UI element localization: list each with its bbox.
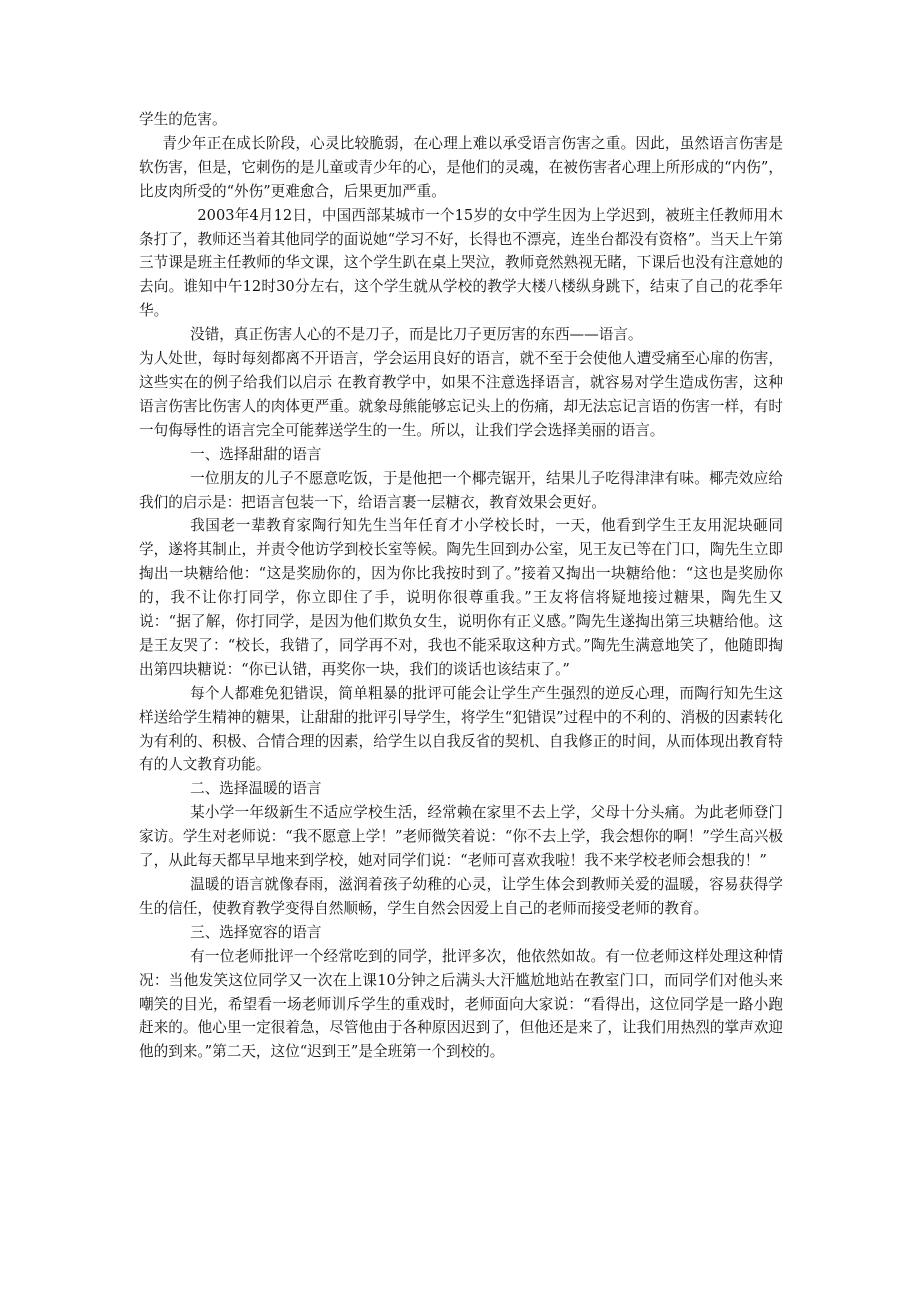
paragraph: 为人处世，每时每刻都离不开语言，学会运用良好的语言，就不至于会使他人遭受痛至心扉的伤害，这些实在的例子给我们以启示 在教育教学中，如果不注意选择语言，就容易对学生造成伤害，这种语言伤害比伤害人的肉体更严重。就象母熊能够忘记头上的伤痛，却无法忘记言语的伤害一样，有时一句侮辱性的语言完全可能葬送学生的一生。所以，让我们学会选择美丽的语言。 (139, 350, 783, 439)
paragraph: 2003年4月12日，中国西部某城市一个15岁的女中学生因为上学迟到，被班主任教师用木条打了，教师还当着其他同学的面说她“学习不好，长得也不漂亮，连坐台都没有资格”。当天上午第三节课是班主任教师的华文课，这个学生趴在桌上哭泣，教师竟然熟视无睹，下课后也没有注意她的去向。谁知中午12时30分左右，这个学生就从学校的教学大楼八楼纵身跳下，结束了自己的花季年华。 (139, 206, 783, 320)
paragraph: 我国老一辈教育家陶行知先生当年任育才小学校长时，一天，他看到学生王友用泥块砸同学，遂将其制止，并责令他访学到校长室等候。陶先生回到办公室，见王友已等在门口，陶先生立即掏出一块糖给他：“这是奖励你的，因为你比我按时到了。”接着又掏出一块糖给他：“这也是奖励你的，我不让你打同学，你立即住了手，说明你很尊重我。”王友将信将疑地接过糖果，陶先生又说：“据了解，你打同学，是因为他们欺负女生，说明你有正义感。”陶先生遂掏出第三块糖给他。这是王友哭了：“校长，我错了，同学再不对，我也不能采取这种方式。”陶先生满意地笑了，他随即掏出第四块糖说：“你已认错，再奖你一块，我们的谈话也该结束了。” (139, 517, 783, 678)
section-heading: 三、选择宽容的语言 (190, 923, 322, 941)
paragraph: 每个人都难免犯错误，简单粗暴的批评可能会让学生产生强烈的逆反心理，而陶行知先生这样送给学生精神的糖果，让甜甜的批评引导学生，将学生“犯错误”过程中的不利的、消极的因素转化为有利的、积极、合情合理的因素，给学生以自我反省的契机、自我修正的时间，从而体现出教育特有的人文教育功能。 (139, 684, 783, 774)
paragraph: 某小学一年级新生不适应学校生活，经常赖在家里不去上学，父母十分头痛。为此老师登门家访。学生对老师说：“我不愿意上学！”老师微笑着说：“你不去上学，我会想你的啊！”学生高兴极了，从此每天都早早地来到学校，她对同学们说：“老师可喜欢我啦！我不来学校老师会想我的！” (139, 804, 783, 870)
paragraph: 没错，真正伤害人心的不是刀子，而是比刀子更厉害的东西——语言。 (190, 326, 643, 344)
section-heading: 二、选择温暖的语言 (190, 780, 322, 798)
paragraph: 有一位老师批评一个经常吃到的同学，批评多次，他依然如故。有一位老师这样处理这种情况：当他发笑这位同学又一次在上课10分钟之后满头大汗尴尬地站在教室门口，而同学们对他头来嘲笑的目光，希望看一场老师训斥学生的重戏时，老师面向大家说：“看得出，这位同学是一路小跑赶来的。他心里一定很着急，尽管他由于各种原因迟到了，但他还是来了，让我们用热烈的掌声欢迎他的到来。”第二天，这位“迟到王”是全班第一个到校的。 (139, 947, 783, 1061)
paragraph: 青少年正在成长阶段，心灵比较脆弱，在心理上难以承受语言伤害之重。因此，虽然语言伤害是软伤害，但是，它刺伤的是儿童或青少年的心，是他们的灵魂，在被伤害者心理上所形成的“内伤”，比皮肉所受的“外伤”更难愈合，后果更加严重。 (139, 134, 783, 200)
paragraph: 学生的危害。 (139, 111, 227, 128)
section-heading: 一、选择甜甜的语言 (190, 445, 322, 463)
paragraph: 一位朋友的儿子不愿意吃饭，于是他把一个椰壳锯开，结果儿子吃得津津有味。椰壳效应给我们的启示是：把语言包装一下，给语言裹一层糖衣，教育效果会更好。 (139, 469, 783, 511)
document-body (139, 108, 783, 1064)
paragraph: 温暖的语言就像春雨，滋润着孩子幼稚的心灵，让学生体会到教师关爱的温暖，容易获得学生的信任，使教育教学变得自然顺畅，学生自然会因爱上自己的老师而接受老师的教育。 (139, 876, 783, 917)
